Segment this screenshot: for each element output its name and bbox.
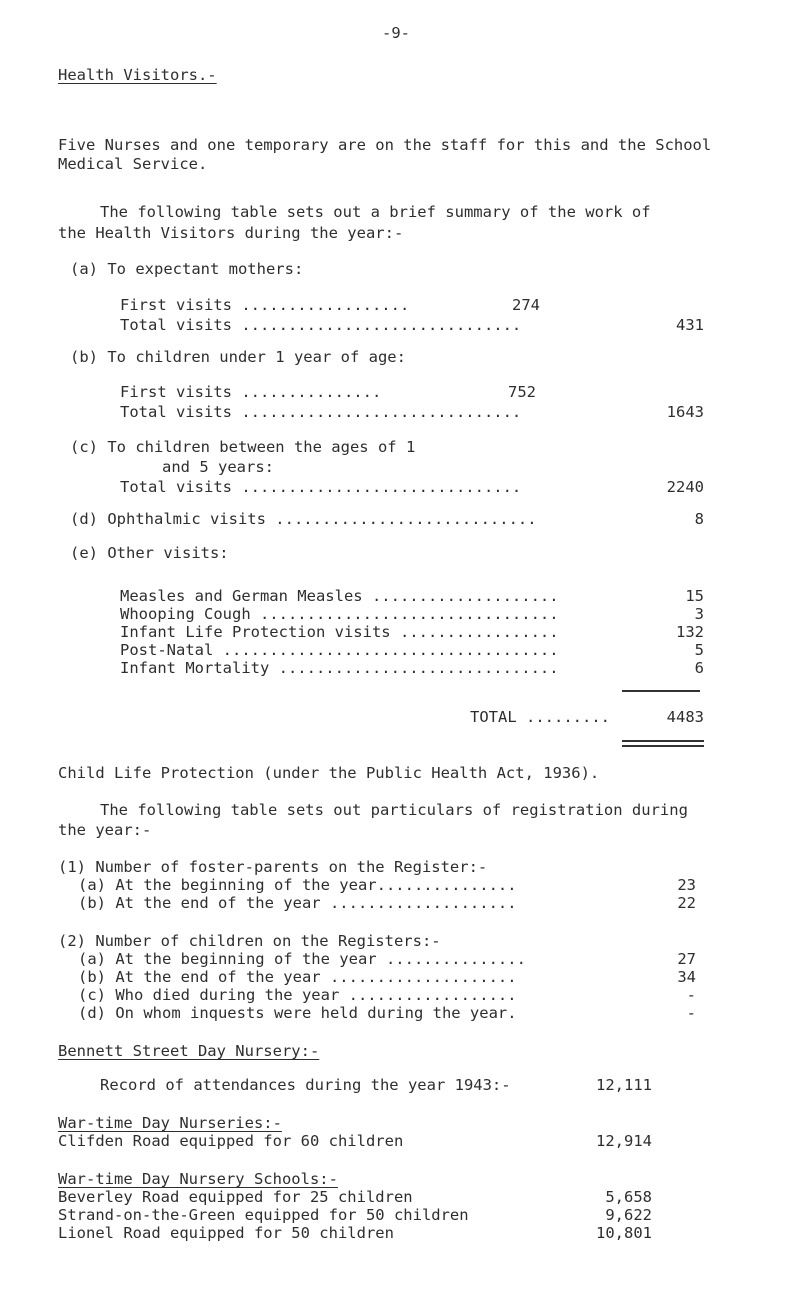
infants-total-visits-value: 1643 [666,403,704,421]
list-item-value: 5 [694,641,704,659]
infants-first-visits-value: 752 [508,383,536,401]
wartime-nurseries-heading: War-time Day Nurseries:- [58,1114,282,1132]
list-item: Whooping Cough ................................ [120,605,559,623]
expectant-total-visits-value: 431 [676,316,704,334]
health-visitors-heading: Health Visitors.- [58,66,217,84]
expectant-total-visits-label: Total visits .............................. [120,316,522,334]
child-life-heading: Child Life Protection (under the Public Health Act, 1936). [58,764,600,782]
list-item-value: 132 [676,623,704,641]
list-item-value: 5,658 [605,1188,652,1206]
total-double-rule [622,740,704,747]
children-registers-label: (2) Number of children on the Registers:- [58,932,441,950]
list-item-value: 12,914 [596,1132,652,1150]
list-item: (d) On whom inquests were held during the year. [78,1004,517,1022]
ophthalmic-visits-label: (d) Ophthalmic visits ............................ [70,510,537,528]
children-1-5-label: (c) To children between the ages of 1 [70,438,416,456]
list-item: (b) At the end of the year .................... [78,894,517,912]
summary-intro-line-1: The following table sets out a brief summary of the work of [100,203,651,221]
list-item-value: 3 [694,605,704,623]
list-item: Clifden Road equipped for 60 children [58,1132,404,1150]
total-value: 4483 [666,708,704,726]
list-item-value: 34 [677,968,696,986]
list-item-value: 27 [677,950,696,968]
infants-total-visits-label: Total visits .............................. [120,403,522,421]
list-item: Strand-on-the-Green equipped for 50 children [58,1206,469,1224]
bennett-record-value: 12,111 [596,1076,652,1094]
child-life-intro-2: the year:- [58,821,152,839]
list-item-value: 9,622 [605,1206,652,1224]
list-item-value: 15 [685,587,704,605]
child-life-intro-1: The following table sets out particulars of registration during [100,801,688,819]
other-visits-label: (e) Other visits: [70,544,229,562]
infants-first-visits-label: First visits ............... [120,383,382,401]
expectant-first-visits-value: 274 [512,296,540,314]
foster-parents-label: (1) Number of foster-parents on the Register:- [58,858,488,876]
children-1-5-total-value: 2240 [666,478,704,496]
list-item-value: 23 [677,876,696,894]
expectant-mothers-label: (a) To expectant mothers: [70,260,304,278]
bennett-street-heading: Bennett Street Day Nursery:- [58,1042,320,1060]
children-1-5-label-cont: and 5 years: [162,458,274,476]
list-item-value: - [686,1004,696,1022]
list-item-value: 22 [677,894,696,912]
list-item: Measles and German Measles .................... [120,587,559,605]
health-visitors-intro: Five Nurses and one temporary are on the staff for this and the School Medical Service. [58,136,712,173]
expectant-first-visits-label: First visits .................. [120,296,410,314]
ophthalmic-visits-value: 8 [694,510,704,528]
list-item: (a) At the beginning of the year............... [78,876,517,894]
list-item: Infant Mortality .............................. [120,659,559,677]
list-item: Post-Natal .................................... [120,641,559,659]
list-item: Infant Life Protection visits ................. [120,623,559,641]
list-item: Lionel Road equipped for 50 children [58,1224,394,1242]
wartime-schools-heading: War-time Day Nursery Schools:- [58,1170,338,1188]
list-item: (a) At the beginning of the year ............... [78,950,526,968]
total-label: TOTAL ......... [470,708,610,726]
list-item-value: 10,801 [596,1224,652,1242]
list-item: Beverley Road equipped for 25 children [58,1188,413,1206]
list-item-value: 6 [694,659,704,677]
bennett-record-label: Record of attendances during the year 1943:- [100,1076,511,1094]
summary-intro-line-2: the Health Visitors during the year:- [58,224,404,242]
children-1-5-total-label: Total visits .............................. [120,478,522,496]
total-rule [622,690,700,692]
infants-label: (b) To children under 1 year of age: [70,348,406,366]
list-item: (c) Who died during the year .................. [78,986,517,1004]
page-number: -9- [382,24,410,42]
list-item: (b) At the end of the year .................... [78,968,517,986]
list-item-value: - [686,986,696,1004]
